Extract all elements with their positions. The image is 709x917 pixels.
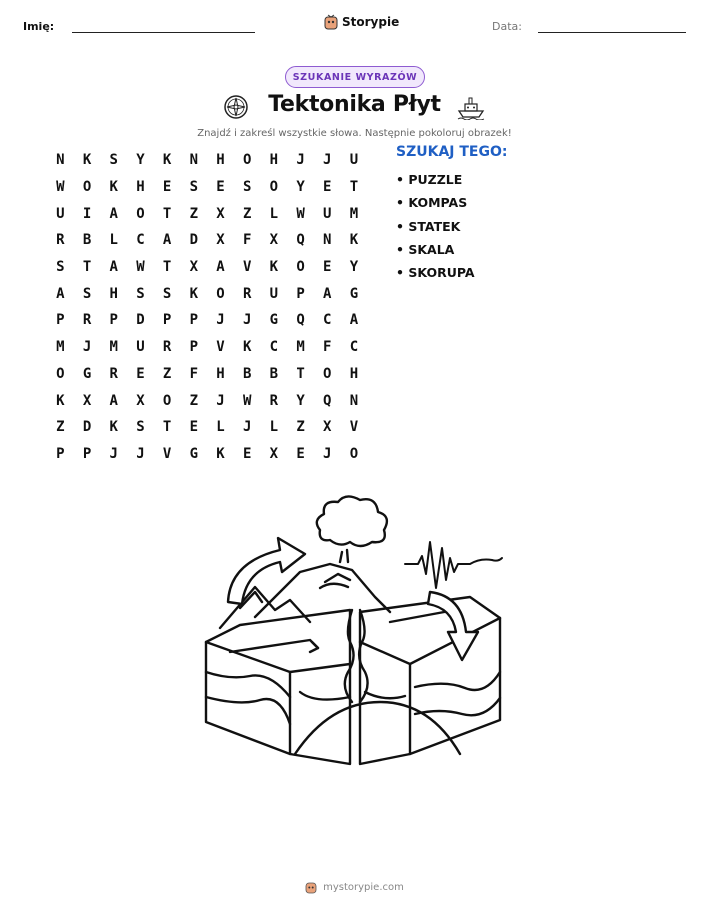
grid-cell[interactable]: P xyxy=(109,312,118,329)
tectonic-plates-illustration[interactable] xyxy=(200,492,510,792)
grid-cell[interactable]: Y xyxy=(349,259,359,276)
grid-cell[interactable]: M xyxy=(296,339,305,356)
grid-cell[interactable]: Z xyxy=(296,419,305,436)
grid-cell[interactable]: M xyxy=(56,339,65,356)
grid-cell[interactable]: W xyxy=(136,259,145,276)
grid-cell[interactable]: K xyxy=(56,392,65,409)
grid-cell[interactable]: H xyxy=(349,365,359,382)
grid-cell[interactable]: C xyxy=(349,339,359,356)
grid-cell[interactable]: B xyxy=(269,365,279,382)
grid-cell[interactable]: Z xyxy=(56,419,65,436)
grid-cell[interactable]: L xyxy=(269,419,279,436)
grid-cell[interactable]: S xyxy=(189,179,198,196)
grid-cell[interactable]: M xyxy=(349,205,359,222)
footer-url[interactable]: mystorypie.com xyxy=(323,881,404,893)
grid-cell[interactable]: F xyxy=(242,232,252,249)
storypie-logo-icon xyxy=(324,14,338,30)
grid-cell[interactable]: E xyxy=(323,259,332,276)
word-list-title: SZUKAJ TEGO: xyxy=(396,144,508,160)
grid-cell[interactable]: J xyxy=(323,152,332,169)
grid-cell[interactable]: O xyxy=(56,365,65,382)
grid-cell[interactable]: J xyxy=(242,312,252,329)
grid-cell[interactable]: M xyxy=(109,339,118,356)
brand-name: Storypie xyxy=(342,15,400,29)
grid-cell[interactable]: D xyxy=(189,232,198,249)
grid-cell[interactable]: E xyxy=(323,179,332,196)
grid-cell[interactable]: O xyxy=(136,205,145,222)
grid-cell[interactable]: O xyxy=(216,285,225,302)
grid-cell[interactable]: P xyxy=(296,285,305,302)
grid-cell[interactable]: C xyxy=(136,232,145,249)
grid-cell[interactable]: S xyxy=(242,179,252,196)
grid-cell[interactable]: B xyxy=(82,232,92,249)
grid-cell[interactable]: R xyxy=(56,232,65,249)
grid-cell[interactable]: S xyxy=(136,419,145,436)
grid-cell[interactable]: K xyxy=(162,152,172,169)
grid-cell[interactable]: Z xyxy=(189,205,198,222)
grid-cell[interactable]: K xyxy=(269,259,279,276)
grid-cell[interactable]: K xyxy=(242,339,252,356)
grid-cell[interactable]: G xyxy=(349,285,359,302)
word-list-item: • KOMPAS xyxy=(396,195,468,211)
word-list-item: • SKORUPA xyxy=(396,265,475,281)
grid-cell[interactable]: O xyxy=(162,392,172,409)
grid-cell[interactable]: L xyxy=(269,205,279,222)
grid-cell[interactable]: X xyxy=(269,445,279,462)
grid-cell[interactable]: E xyxy=(189,419,198,436)
grid-cell[interactable]: U xyxy=(323,205,332,222)
grid-cell[interactable]: P xyxy=(82,445,92,462)
grid-cell[interactable]: P xyxy=(56,312,65,329)
grid-cell[interactable]: D xyxy=(136,312,145,329)
grid-cell[interactable]: E xyxy=(136,365,145,382)
grid-cell[interactable]: P xyxy=(189,339,198,356)
ship-icon xyxy=(456,92,486,120)
grid-cell[interactable]: R xyxy=(242,285,252,302)
grid-cell[interactable]: P xyxy=(189,312,198,329)
grid-cell[interactable]: G xyxy=(82,365,92,382)
grid-cell[interactable]: N xyxy=(323,232,332,249)
name-line[interactable] xyxy=(72,32,255,33)
grid-cell[interactable]: J xyxy=(216,312,225,329)
grid-cell[interactable]: O xyxy=(242,152,252,169)
grid-cell[interactable]: K xyxy=(189,285,198,302)
grid-cell[interactable]: A xyxy=(56,285,65,302)
grid-cell[interactable]: H xyxy=(216,365,225,382)
grid-cell[interactable]: V xyxy=(349,419,359,436)
grid-cell[interactable]: E xyxy=(296,445,305,462)
grid-cell[interactable]: E xyxy=(162,179,172,196)
instructions: Znajdź i zakreśl wszystkie słowa. Następnie pokoloruj obrazek! xyxy=(197,128,512,139)
grid-cell[interactable]: A xyxy=(109,392,118,409)
grid-cell[interactable]: A xyxy=(109,205,118,222)
grid-cell[interactable]: K xyxy=(82,152,92,169)
activity-badge: SZUKANIE WYRAZÓW xyxy=(285,66,425,88)
date-line[interactable] xyxy=(538,32,686,33)
word-list xyxy=(396,170,475,286)
grid-cell[interactable]: N xyxy=(189,152,198,169)
grid-cell[interactable]: Y xyxy=(296,179,305,196)
grid-cell[interactable]: S xyxy=(162,285,172,302)
grid-cell[interactable]: O xyxy=(269,179,279,196)
footer xyxy=(0,880,709,894)
grid-cell[interactable]: U xyxy=(136,339,145,356)
grid-cell[interactable]: E xyxy=(216,179,225,196)
grid-cell[interactable]: T xyxy=(82,259,92,276)
grid-cell[interactable]: K xyxy=(109,419,118,436)
grid-cell[interactable]: Z xyxy=(189,392,198,409)
grid-cell[interactable]: V xyxy=(162,445,172,462)
grid-cell[interactable]: U xyxy=(349,152,359,169)
grid-cell[interactable]: X xyxy=(189,259,198,276)
grid-cell[interactable]: T xyxy=(349,179,359,196)
grid-cell[interactable]: A xyxy=(323,285,332,302)
grid-cell[interactable]: H xyxy=(269,152,279,169)
grid-cell[interactable]: X xyxy=(269,232,279,249)
grid-cell[interactable]: E xyxy=(242,445,252,462)
grid-cell[interactable]: W xyxy=(242,392,252,409)
grid-cell[interactable]: V xyxy=(216,339,225,356)
word-search-grid[interactable] xyxy=(47,147,367,467)
grid-cell[interactable]: T xyxy=(162,419,172,436)
grid-cell[interactable]: K xyxy=(349,232,359,249)
grid-cell[interactable]: J xyxy=(296,152,305,169)
grid-cell[interactable]: W xyxy=(296,205,305,222)
grid-cell[interactable]: L xyxy=(216,419,225,436)
grid-cell[interactable]: S xyxy=(82,285,92,302)
page-title: Tektonika Płyt xyxy=(268,92,441,117)
grid-cell[interactable]: H xyxy=(109,285,118,302)
grid-cell[interactable]: Q xyxy=(296,312,305,329)
grid-cell[interactable]: T xyxy=(296,365,305,382)
grid-cell[interactable]: J xyxy=(136,445,145,462)
word-list-item: • PUZZLE xyxy=(396,172,463,187)
grid-cell[interactable]: L xyxy=(109,232,118,249)
grid-cell[interactable]: S xyxy=(109,152,118,169)
grid-cell[interactable]: K xyxy=(216,445,225,462)
grid-cell[interactable]: K xyxy=(109,179,118,196)
grid-cell[interactable]: Z xyxy=(162,365,172,382)
grid-cell[interactable]: A xyxy=(109,259,118,276)
grid-cell[interactable]: G xyxy=(269,312,279,329)
grid-cell[interactable]: O xyxy=(296,259,305,276)
grid-cell[interactable]: Y xyxy=(136,152,145,169)
grid-cell[interactable]: B xyxy=(242,365,252,382)
grid-cell[interactable]: X xyxy=(323,419,332,436)
grid-cell[interactable]: U xyxy=(56,205,65,222)
grid-cell[interactable]: U xyxy=(269,285,279,302)
grid-cell[interactable]: A xyxy=(162,232,172,249)
grid-cell[interactable]: O xyxy=(349,445,359,462)
grid-cell[interactable]: F xyxy=(323,339,332,356)
date-label: Data: xyxy=(492,20,522,33)
grid-cell[interactable]: P xyxy=(56,445,65,462)
grid-cell[interactable]: A xyxy=(216,259,225,276)
grid-cell[interactable]: R xyxy=(162,339,172,356)
grid-cell[interactable]: S xyxy=(136,285,145,302)
brand-logo xyxy=(324,14,399,30)
grid-cell[interactable]: V xyxy=(242,259,252,276)
grid-cell[interactable]: X xyxy=(136,392,145,409)
grid-cell[interactable]: J xyxy=(323,445,332,462)
grid-cell[interactable]: S xyxy=(56,259,65,276)
grid-cell[interactable]: N xyxy=(349,392,359,409)
grid-cell[interactable]: G xyxy=(189,445,198,462)
grid-cell[interactable]: H xyxy=(216,152,225,169)
grid-cell[interactable]: T xyxy=(162,205,172,222)
grid-cell[interactable]: Q xyxy=(323,392,332,409)
word-list-item: • STATEK xyxy=(396,218,461,234)
grid-cell[interactable]: N xyxy=(56,152,65,169)
grid-cell[interactable]: Y xyxy=(296,392,305,409)
grid-cell[interactable]: Z xyxy=(242,205,252,222)
grid-cell[interactable]: Q xyxy=(296,232,305,249)
name-label: Imię: xyxy=(23,20,55,33)
grid-cell[interactable]: P xyxy=(162,312,172,329)
grid-cell[interactable]: C xyxy=(323,312,332,329)
grid-cell[interactable]: C xyxy=(269,339,279,356)
grid-cell[interactable]: I xyxy=(82,205,92,222)
grid-cell[interactable]: R xyxy=(82,312,92,329)
grid-cell[interactable]: D xyxy=(82,419,92,436)
grid-cell[interactable]: J xyxy=(242,419,252,436)
grid-cell[interactable]: X xyxy=(216,205,225,222)
grid-cell[interactable]: X xyxy=(216,232,225,249)
grid-cell[interactable]: J xyxy=(109,445,118,462)
grid-cell[interactable]: R xyxy=(269,392,279,409)
storypie-logo-icon xyxy=(305,880,317,894)
grid-cell[interactable]: O xyxy=(82,179,92,196)
grid-cell[interactable]: O xyxy=(323,365,332,382)
grid-cell[interactable]: X xyxy=(82,392,92,409)
grid-cell[interactable]: A xyxy=(349,312,359,329)
grid-cell[interactable]: H xyxy=(136,179,145,196)
grid-cell[interactable]: T xyxy=(162,259,172,276)
grid-cell[interactable]: J xyxy=(82,339,92,356)
grid-cell[interactable]: W xyxy=(56,179,65,196)
grid-cell[interactable]: R xyxy=(109,365,118,382)
grid-cell[interactable]: J xyxy=(216,392,225,409)
word-list-item: • SKALA xyxy=(396,241,455,257)
grid-cell[interactable]: F xyxy=(189,365,198,382)
